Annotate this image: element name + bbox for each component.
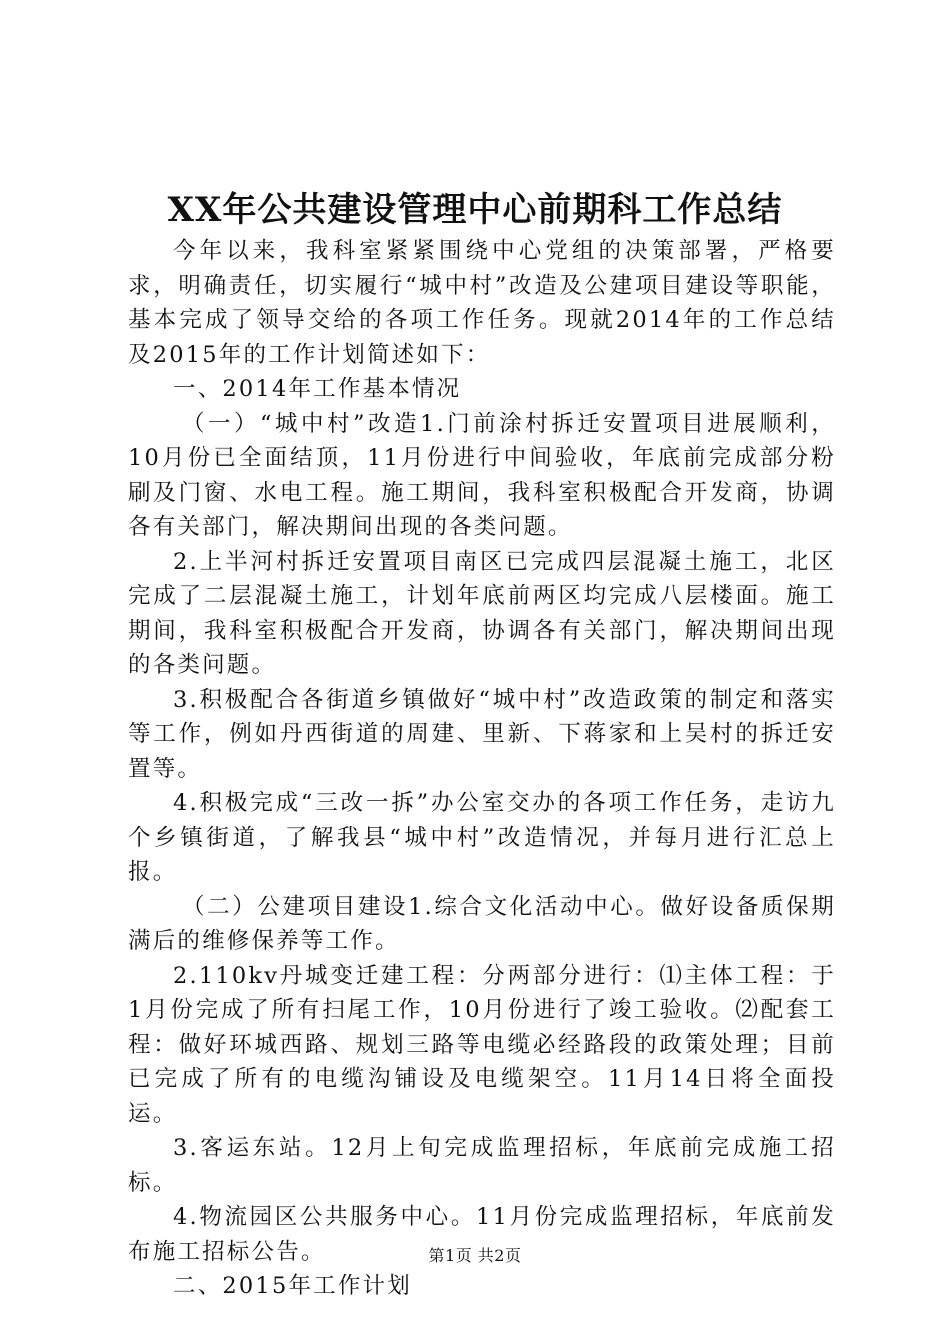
paragraph-chengzhongcun-2: 2.上半河村拆迁安置项目南区已完成四层混凝土施工，北区完成了二层混凝土施工，计划年底前两区均完成八层楼面。施工期间，我科室积极配合开发商，协调各有关部门，解决期间出现的各类问题。 xyxy=(128,548,836,678)
document-title: XX年公共建设管理中心前期科工作总结 xyxy=(167,190,783,230)
paragraph-public-project-2: 2.110kv丹城变迁建工程：分两部分进行：⑴主体工程：于1月份完成了所有扫尾工作，10月份进行了竣工验收。⑵配套工程：做好环城西路、规划三路等电缆必经路段的政策处理；目前已完成了所有的电缆沟铺设及电缆架空。11月14日将全面投运。 xyxy=(128,962,836,1127)
document-body xyxy=(128,234,836,1304)
paragraph-chengzhongcun-1: （一）“城中村”改造1.门前涂村拆迁安置项目进展顺利，10月份已全面结顶，11月份进行中间验收，年底前完成部分粉刷及门窗、水电工程。施工期间，我科室积极配合开发商，协调各有关部门，解决期间出现的各类问题。 xyxy=(128,410,836,540)
paragraph-public-project-3: 3.客运东站。12月上旬完成监理招标，年底前完成施工招标。 xyxy=(128,1135,836,1196)
paragraph-public-project-1: （二）公建项目建设1.综合文化活动中心。做好设备质保期满后的维修保养等工作。 xyxy=(128,893,836,954)
paragraph-intro: 今年以来，我科室紧紧围绕中心党组的决策部署，严格要求，明确责任，切实履行“城中村”改造及公建项目建设等职能，基本完成了领导交给的各项工作任务。现就2014年的工作总结及2015年的工作计划简述如下： xyxy=(128,238,836,368)
paragraph-chengzhongcun-3: 3.积极配合各街道乡镇做好“城中村”改造政策的制定和落实等工作，例如丹西街道的周建、里新、下蒋家和上吴村的拆迁安置等。 xyxy=(128,686,836,782)
heading-section-1: 一、2014年工作基本情况 xyxy=(173,376,462,402)
paragraph-public-project-4: 4.物流园区公共服务中心。11月份完成监理招标，年底前发布施工招标公告。 xyxy=(128,1204,836,1265)
page-number-footer: 第1页 共2页 xyxy=(428,1246,522,1265)
paragraph-chengzhongcun-4: 4.积极完成“三改一拆”办公室交办的各项工作任务，走访九个乡镇街道，了解我县“城中村”改造情况，并每月进行汇总上报。 xyxy=(128,790,836,885)
heading-section-2: 二、2015年工作计划 xyxy=(173,1273,412,1299)
